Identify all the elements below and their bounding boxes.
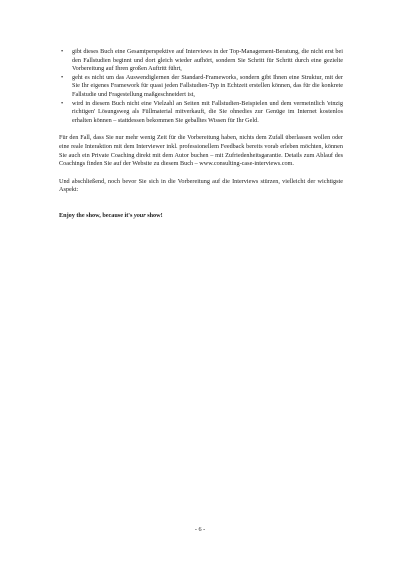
spacer: [59, 169, 343, 178]
list-item: [59, 48, 343, 74]
bullet-icon: •: [61, 48, 64, 55]
closing-text-before: Enjoy the show, because it's: [59, 211, 134, 219]
closing-emphasis: your: [133, 211, 146, 219]
final-paragraph: Und abschließend, noch bevor Sie sich in die Vorbereitung auf die Interviews stürzen, vielleicht der wichtigste Aspekt:: [59, 177, 343, 194]
closing-text-after: show!: [145, 211, 163, 219]
bullet-text: geht es nicht um das Auswendiglernen der Standard-Frameworks, sondern gibt Ihnen eine Struktur, mit der Sie Ihr eigenes Framework für quasi jeden Fallstudien-Typ in Echtzeit erstellen können, das für die konkrete Fallstudie und Fragestellung maßgeschneidert ist,: [72, 73, 343, 98]
spacer: [59, 195, 343, 212]
bullet-icon: •: [61, 99, 64, 107]
bullet-text: wird in diesem Buch nicht eine Vielzahl an Seiten mit Fallstudien-Beispielen und dem vermeintlich 'einzig richtigen' Lösungsweg als Füllmaterial mitverkauft, die Sie ohnedies zur Genüge im Internet kostenlos erhalten können – stattdessen bekommen Sie geballtes Wissen für Ihr Geld.: [72, 99, 343, 124]
list-item: [59, 100, 343, 126]
bullet-text: gibt dieses Buch eine Gesamtperspektive auf Interviews in der Top-Management-Beratung, die nicht erst bei den Fallstudien beginnt und dort gleich wieder aufhört, sondern Sie Schritt für Schritt durch eine gezielte Vorbereitung auf Ihren großen Auftritt führt,: [72, 48, 343, 73]
page-number: - 6 -: [194, 526, 206, 533]
spacer: [59, 125, 343, 134]
page-content: [59, 48, 343, 221]
closing-line: [59, 212, 343, 221]
bullet-list: [59, 48, 343, 125]
coaching-paragraph: Für den Fall, dass Sie nur mehr wenig Zeit für die Vorbereitung haben, nichts dem Zufall überlassen wollen oder eine reale Interaktion mit dem Interviewer inkl. professionellem Feedback bereits vorab erleben möchten, können Sie auch ein Private Coaching direkt mit dem Autor buchen – mit Zufriedenheitsgarantie. Details zum Ablauf des Coachings finden Sie auf der Website zu diesem Buch – www.consulting-case-interviews.com.: [59, 134, 343, 168]
list-item: [59, 74, 343, 100]
bullet-icon: •: [61, 73, 64, 81]
